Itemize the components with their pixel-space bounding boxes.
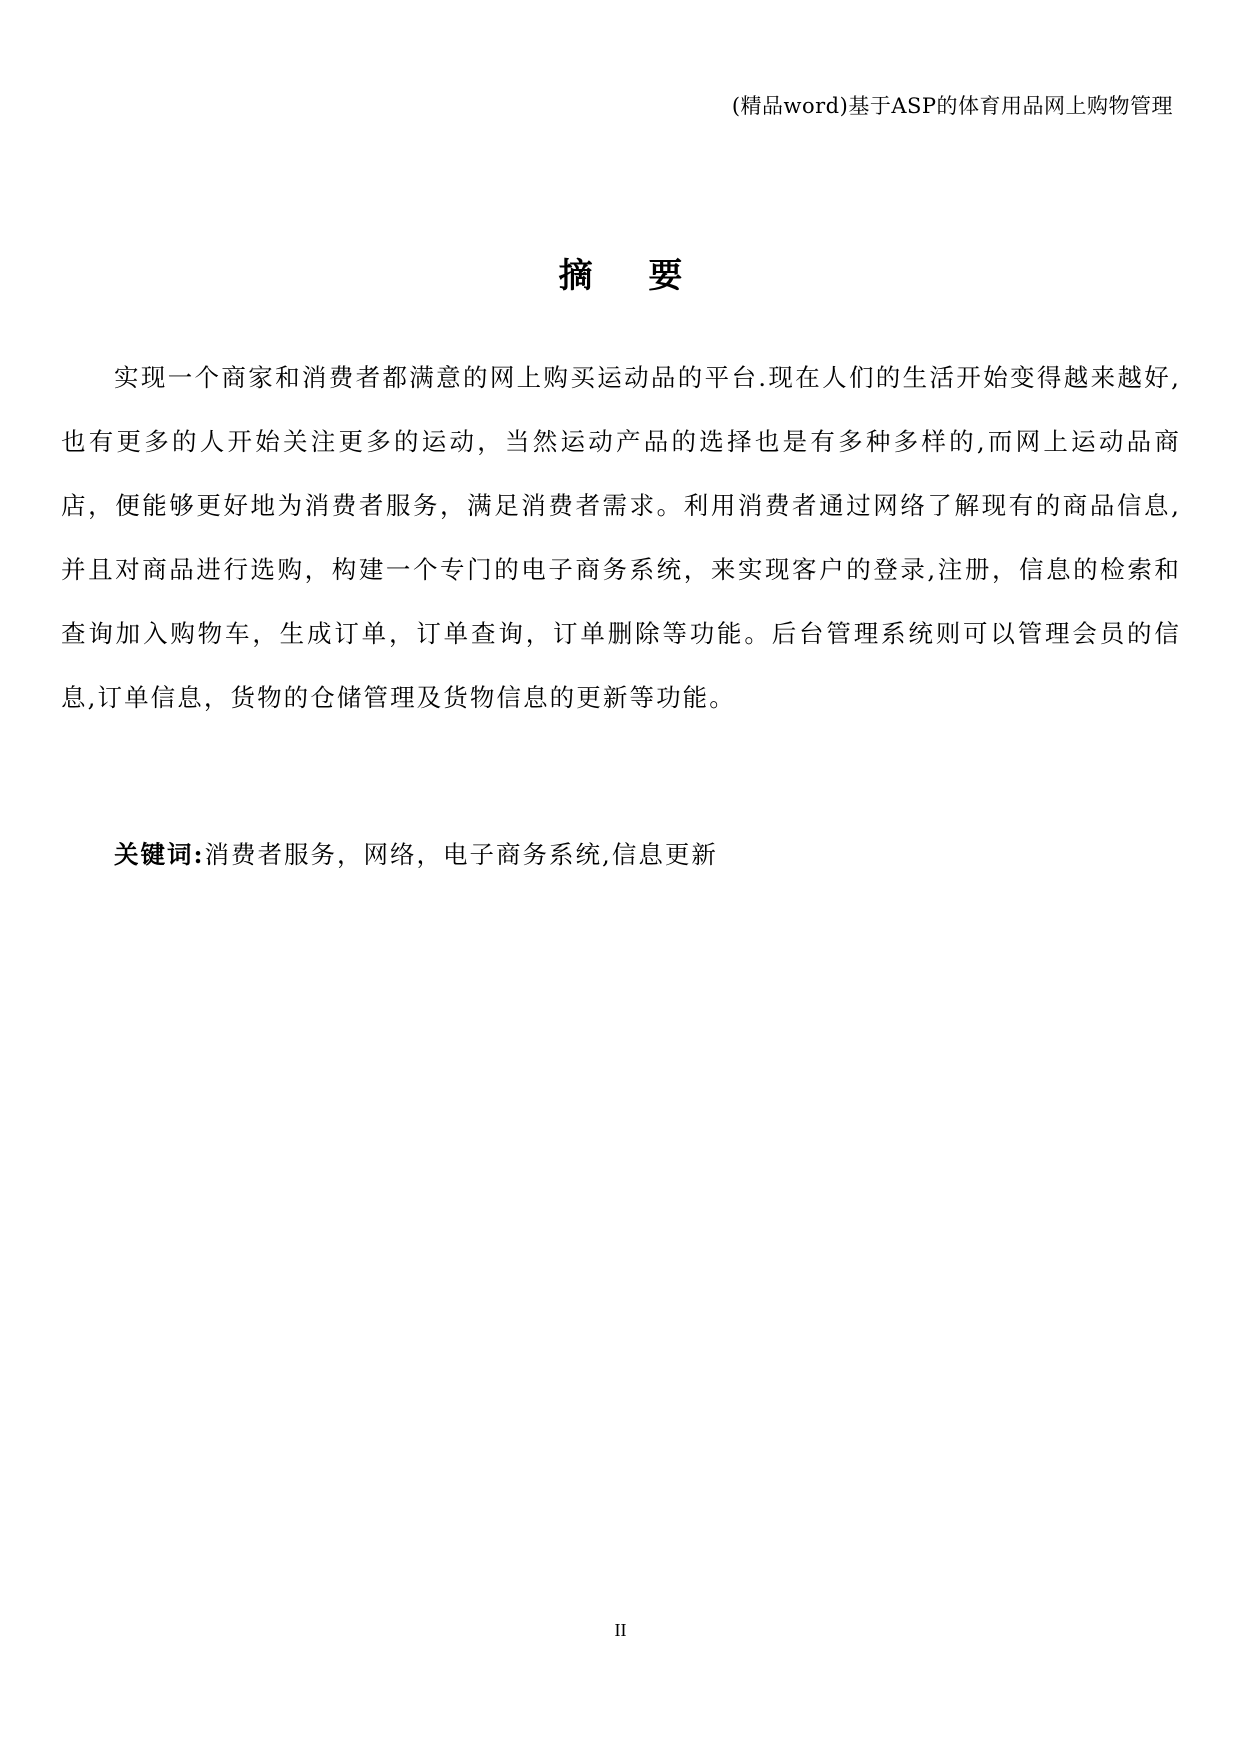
keywords-value: 消费者服务，网络，电子商务系统,信息更新 bbox=[204, 840, 718, 869]
page-number: II bbox=[614, 1620, 627, 1640]
running-header: (精品word)基于ASP的体育用品网上购物管理 bbox=[731, 94, 1173, 118]
keywords-label: 关键词: bbox=[114, 840, 205, 869]
keywords-line bbox=[114, 836, 718, 871]
abstract-paragraph: 实现一个商家和消费者都满意的网上购买运动品的平台.现在人们的生活开始变得越来越好,也有更多的人开始关注更多的运动，当然运动产品的选择也是有多种多样的,而网上运动品商店，便能够更好地为消费者服务，满足消费者需求。利用消费者通过网络了解现有的商品信息,并且对商品进行选购，构建一个专门的电子商务系统，来实现客户的登录,注册，信息的检索和查询加入购物车，生成订单，订单查询，订单删除等功能。后台管理系统则可以管理会员的信息,订单信息，货物的仓储管理及货物信息的更新等功能。 bbox=[61, 363, 1181, 712]
page-title: 摘 要 bbox=[558, 256, 705, 296]
